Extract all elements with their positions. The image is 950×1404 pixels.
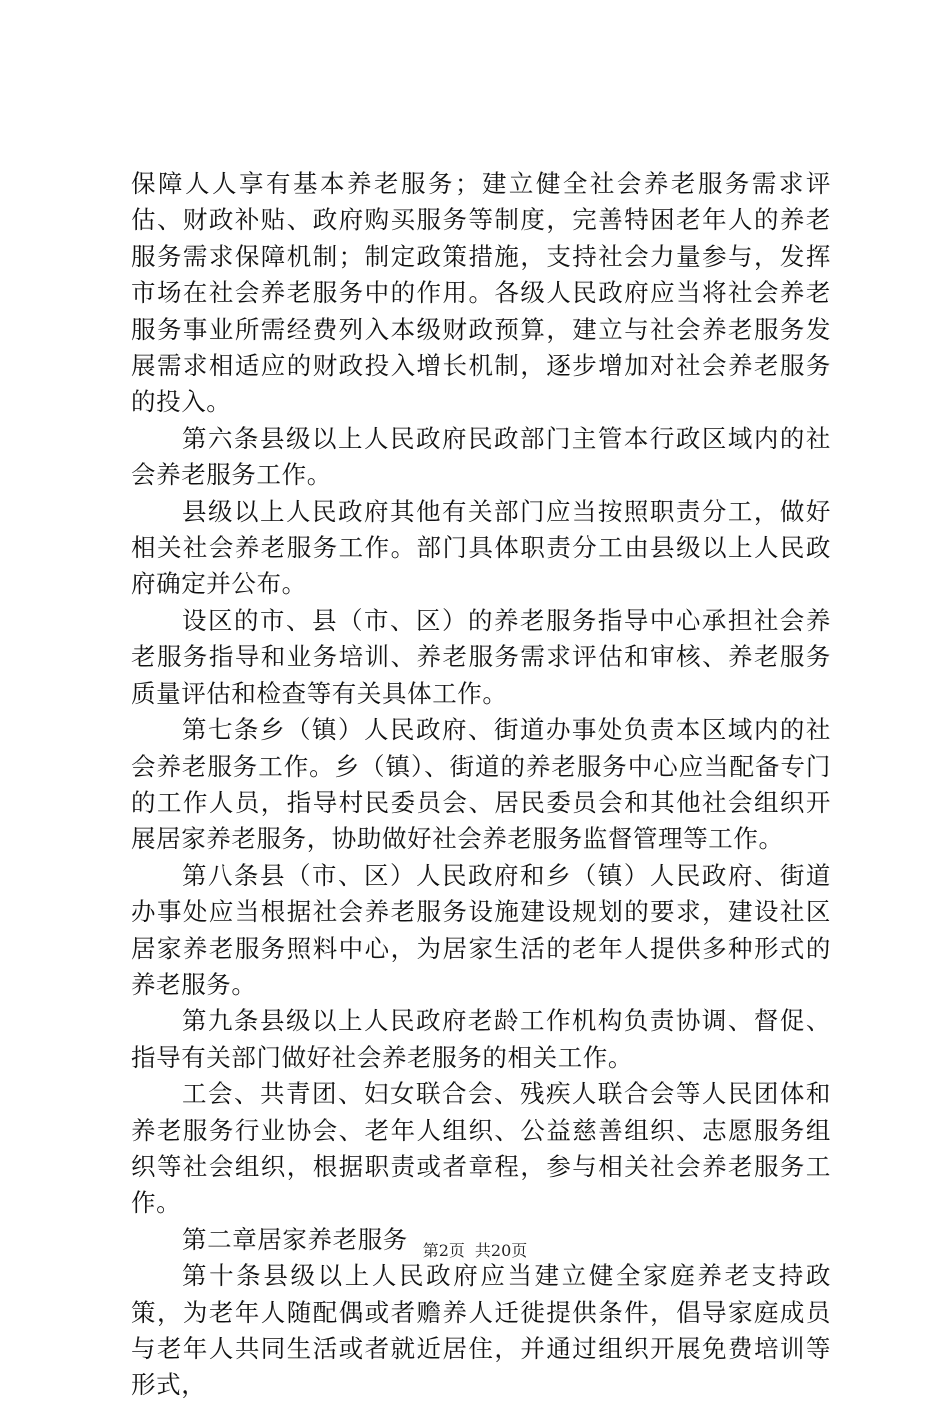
paragraph-article-9: 第九条县级以上人民政府老龄工作机构负责协调、督促、指导有关部门做好社会养老服务的相关工作。 bbox=[131, 1006, 831, 1072]
paragraph-article-6: 第六条县级以上人民政府民政部门主管本行政区域内的社会养老服务工作。 bbox=[131, 423, 831, 490]
paragraph-guidance-center: 设区的市、县（市、区）的养老服务指导中心承担社会养老服务指导和业务培训、养老服务需求评估和审核、养老服务质量评估和检查等有关具体工作。 bbox=[131, 605, 831, 708]
page-footer bbox=[0, 1240, 950, 1262]
paragraph-social-organizations: 工会、共青团、妇女联合会、残疾人联合会等人民团体和养老服务行业协会、老年人组织、公益慈善组织、志愿服务组织等社会组织，根据职责或者章程，参与相关社会养老服务工作。 bbox=[131, 1079, 831, 1218]
page-number: 第2页 bbox=[422, 1241, 465, 1260]
paragraph-article-10: 第十条县级以上人民政府应当建立健全家庭养老支持政策，为老年人随配偶或者赡养人迁徙提供条件，倡导家庭成员与老年人共同生活或者就近居住，并通过组织开展免费培训等形式， bbox=[131, 1261, 831, 1400]
paragraph-other-departments: 县级以上人民政府其他有关部门应当按照职责分工，做好相关社会养老服务工作。部门具体职责分工由县级以上人民政府确定并公布。 bbox=[131, 496, 831, 599]
paragraph-continued: 保障人人享有基本养老服务；建立健全社会养老服务需求评估、财政补贴、政府购买服务等制度，完善特困老年人的养老服务需求保障机制；制定政策措施，支持社会力量参与，发挥市场在社会养老服务中的作用。各级人民政府应当将社会养老服务事业所需经费列入本级财政预算，建立与社会养老服务发展需求相适应的财政投入增长机制，逐步增加对社会养老服务的投入。 bbox=[131, 169, 831, 417]
paragraph-article-8: 第八条县（市、区）人民政府和乡（镇）人民政府、街道办事处应当根据社会养老服务设施建设规划的要求，建设社区居家养老服务照料中心，为居家生活的老年人提供多种形式的养老服务。 bbox=[131, 860, 831, 999]
paragraph-article-7: 第七条乡（镇）人民政府、街道办事处负责本区域内的社会养老服务工作。乡（镇）、街道的养老服务中心应当配备专门的工作人员，指导村民委员会、居民委员会和其他社会组织开展居家养老服务，协助做好社会养老服务监督管理等工作。 bbox=[131, 715, 831, 854]
document-body bbox=[131, 166, 831, 1404]
chapter-heading: 第二章居家养老服务 bbox=[182, 1224, 408, 1254]
total-pages: 共20页 bbox=[474, 1241, 528, 1260]
